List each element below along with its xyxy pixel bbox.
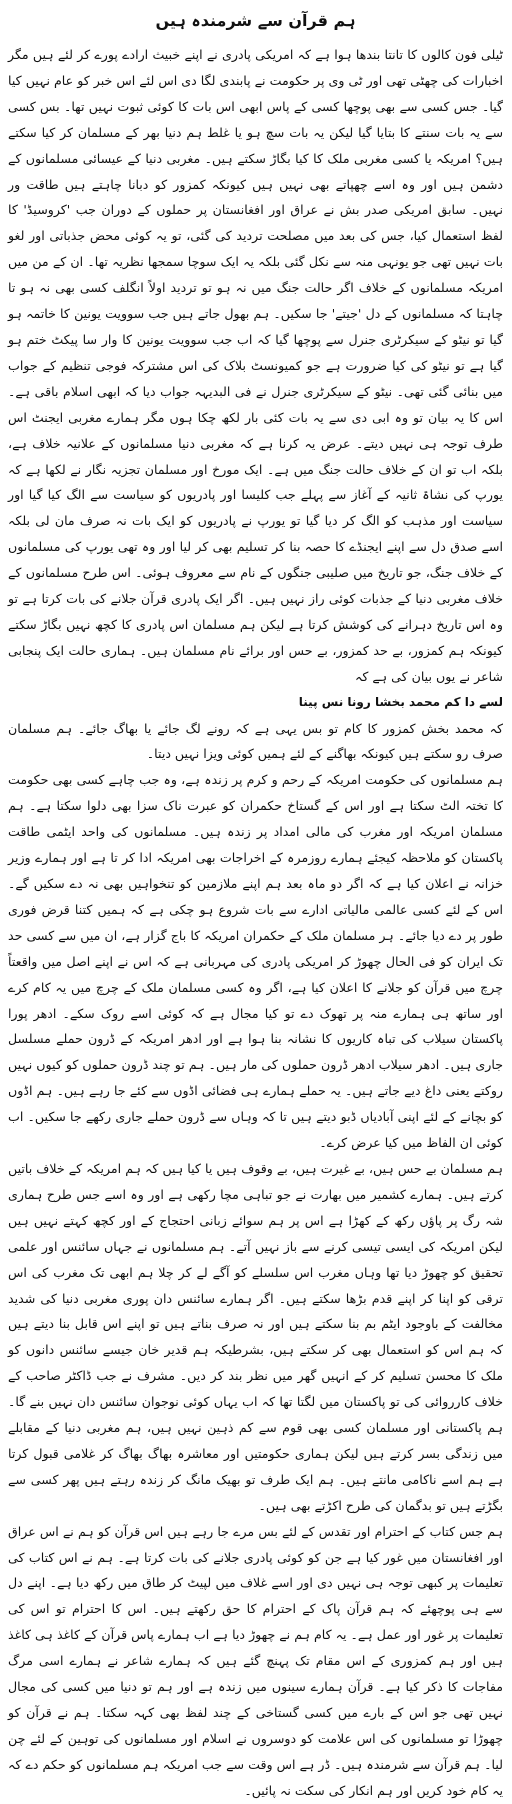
paragraph: ٹیلی فون کالوں کا تانتا بندھا ہوا ہے کہ امریکی پادری نے اپنے خبیث ارادے پورے کر لئے ہیں مگر اخبارات کی چھٹی تھی اور ٹی وی پر حکومت نے پابندی لگا دی اس لئے اس خبر کو عام نہیں کیا گیا۔ جس کسی سے بھی پوچھا کسی کے پاس ابھی اس بات کا کوئی ثبوت نہیں تھا۔ بس کسی سے یہ بات سنتے کا بتایا گیا لیکن یہ بات سچ ہو یا غلط ہم دنیا بھر کے مسلمان کر کیا سکتے ہیں؟ امریکہ یا کسی مغربی ملک کا کیا بگاڑ سکتے ہیں۔ مغربی دنیا کے عیسائی مسلمانوں کے دشمن ہیں اور وہ اسے چھپاتے بھی نہیں ہیں کیونکہ کمزور کو دبانا چاہتے ہیں طاقت ور نہیں۔ سابق امریکی صدر بش نے عراق اور افغانستان پر حملوں کے دوران جب 'کروسیڈ' کا لفظ استعمال کیا، جس کی بعد میں مصلحت تردید کی گئی، تو یہ کوئی محض جذباتی اور لغو بات نہیں تھی جو یونہی منہ سے نکل گئی بلکہ یہ ایک سوچا سمجھا نظریہ تھا۔ ان کے من میں امریکہ مسلمانوں کے خلاف اگر حالت جنگ میں نہ ہو تو تردید اولاً انگلف کسی بھی نہ ہو تا چاہتا کہ مسلمانوں کے دل 'جیتے' جا سکیں۔ ہم بھول جاتے ہیں جب سوویت یونین کا خاتمہ ہو گیا تو نیٹو کے سیکرٹری جنرل سے پوچھا گیا کہ اب جب سوویت یونین کا وار سا پیکٹ ختم ہو گیا ہے تو نیٹو کی کیا ضرورت ہے جو کمیونسٹ بلاک کی اس مشترکہ فوجی تنظیم کے جواب میں بنائی گئی تھی۔ نیٹو کے سیکرٹری جنرل نے فی البدیہہ جواب دیا کہ ابھی اسلام باقی ہے۔ اس کا یہ بیان تو وہ ابی دی سے یہ بات کئی بار لکھ چکا ہوں مگر ہمارے مغربی ایجنٹ اس طرف توجہ ہی نہیں دیتے۔ عرض یہ کرنا ہے کہ مغربی دنیا مسلمانوں کے علانیہ خلاف ہے، بلکہ اب تو ان کے خلاف حالت جنگ میں ہے۔ ایک مورخ اور مسلمان تجزیہ نگار نے لکھا ہے کہ یورپ کی نشاۃ ثانیہ کے آغاز سے پہلے جب کلیسا اور پادریوں کو سیاست سے الگ کیا گیا اور سیاست اور مذہب کو الگ کر دیا گیا تو یورپ نے پادریوں کو ایک بات نہ صرف مان لی بلکہ اسے صدق دل سے اپنے ایجنڈے کا حصہ بنا کر تسلیم بھی کر لیا اور وہ تھی یورپ کی مسلمانوں کے خلاف جنگ، جو تاریخ میں صلیبی جنگوں کے نام سے معروف ہوئی۔ اس طرح مسلمانوں کے خلاف مغربی دنیا کے جذبات کوئی راز نہیں ہیں۔ اگر ایک پادری قرآن جلانے کی بات کرتا ہے تو وہ اس تاریخ دہرانے کی کوشش کرتا ہے لیکن ہم مسلمان اس پادری کا کچھ نہیں بگاڑ سکتے کیونکہ ہم کمزور، بے حد کمزور، بے حس اور برائے نام مسلمان ہیں۔ ہماری حالت ایک پنجابی شاعر نے یوں بیان کی ہے کہ — [8, 47, 503, 684]
paragraph: ہم مسلمانوں کی حکومت امریکہ کے رحم و کرم پر زندہ ہے، وہ جب چاہے کسی بھی حکومت کا تختہ الٹ سکتا ہے اور اس کے گستاخ حکمران کو عبرت ناک سزا بھی دلوا سکتا ہے۔ ہم مسلمان امریکہ اور مغرب کی مالی امداد پر زندہ ہیں۔ مسلمانوں کی واحد ایٹمی طاقت پاکستان کو ملاحظہ کیجئے ہمارے روزمرہ کے اخراجات بھی امریکہ ادا کر تا ہے اور ہمارے وزیر خزانہ نے اعلان کیا ہے کہ اگر دو ماہ بعد ہم اپنے ملازمین کو تنخواہیں بھی نہ دے سکیں گے۔ اس کے لئے کسی عالمی مالیاتی ادارے سے بات شروع ہو چکی ہے کہ ہمیں کتنا قرض فوری طور پر دے دیا جائے۔ ہر مسلمان ملک کے حکمران امریکہ کا باج گزار ہے، ان میں سے کسی حد تک ایران کو فی الحال چھوڑ کر امریکی پادری کی مہربانی ہے کہ اس نے اپنے اصل میں واقعتاً چرچ میں قرآن کو جلانے کا اعلان کیا ہے، اگر وہ کسی مسلمان ملک کے چرچ میں یہ کام کرے اور ساتھ ہی ہمارے منہ پر تھوک دے تو کیا مجال ہے کہ کوئی اسے روک سکے۔ ادھر پورا پاکستان سیلاب کی تباہ کاریوں کا نشانہ بنا ہوا ہے اور ادھر امریکہ کے ڈرون حملے مسلسل جاری ہیں۔ ادھر سیلاب ادھر ڈرون حملوں کی مار ہیں۔ ہم تو چند ڈرون حملوں کو کیوں نہیں روکتے یعنی داغ دیے جاتے ہیں۔ یہ حملے ہمارے ہی فضائی اڈوں سے کئے جا رہے ہیں۔ ہم اڈوں کو بچانے کے لئے اپنی آبادیاں ڈبو دیتے ہیں تا کہ وہاں سے ڈرون حملے جاری رکھے جا سکیں۔ اب کوئی ان الفاظ میں کیا عرض کرے۔ — [8, 772, 503, 1151]
paragraph: ہم جس کتاب کے احترام اور تقدس کے لئے بس مرے جا رہے ہیں اس قرآن کو ہم نے اس عراق اور افغانستان میں غور کیا ہے جن کو کوئی پادری جلانے کی بات کرتا ہے۔ ہم نے اس کتاب کی تعلیمات پر کبھی توجہ ہی نہیں دی اور اسے غلاف میں لپیٹ کر طاق میں رکھ دیا ہے۔ اپنے دل سے ہی پوچھئے کہ ہم قرآن پاک کے احترام کا حق رکھتے ہیں۔ اس کا احترام تو اس کی تعلیمات پر غور اور عمل ہے۔ یہ کام ہم نے چھوڑ دیا ہے اب ہمارے پاس قرآن کے کاغذ ہی کاغذ ہیں اور ہم کمزوری کے اس مقام تک پہنچ گئے ہیں کہ ہمارے شاعر نے ہمارے اسی مرگ مفاجات کا ذکر کیا ہے۔ قرآن ہمارے سینوں میں زندہ ہے اور ہم تو دنیا میں کسی کی مجال نہیں تھی جو اس کے بارے میں کسی گستاخی کے چند لفظ بھی کہہ سکتا۔ ہم نے قرآن کو چھوڑا تو مسلمانوں کی اس علامت کو دوسروں نے اسلام اور مسلمانوں کی توہین کے لئے چن لیا۔ ہم قرآن سے شرمندہ ہیں۔ ڈر ہے اس وقت سے جب امریکہ ہم مسلمانوں کو حکم دے کہ یہ کام خود کریں اور ہم انکار کی سکت نہ پائیں۔ — [8, 1523, 503, 1798]
paragraph: ہم مسلمان بے حس ہیں، بے غیرت ہیں، بے وقوف ہیں یا کیا ہیں کہ ہم امریکہ کے خلاف باتیں کرتے ہیں۔ ہمارے کشمیر میں بھارت نے جو تباہی مچا رکھی ہے اور وہ اسے جس طرح ہماری شہ رگ پر پاؤں رکھ کے کھڑا ہے اس پر ہم سوائے زبانی احتجاج کے اور کچھ کہتے نہیں ہیں لیکن امریکہ کی ایسی تیسی کرنے سے باز نہیں آتے۔ ہم مسلمانوں نے جہاں سائنس اور علمی تحقیق کو چھوڑ دیا تھا وہاں مغرب اس سلسلے کو آگے لے کر چلا ہم ابھی تک مغرب کی اس ترقی کو اپنا کر اپنے قدم بڑھا سکتے ہیں۔ اگر ہمارے سائنس دان پوری مغربی دنیا کی شدید مخالفت کے باوجود ایٹم بم بنا سکتے ہیں اور نہ صرف بناتے ہیں تو اپنے اس قابل بنا دیتے ہیں کہ ہم اس کو استعمال بھی کر سکتے ہیں، بشرطیکہ ہم قدیر خان جیسے سائنس دانوں کو ملک کا محسن تسلیم کر کے انہیں گھر میں نظر بند کر دیں۔ مشرف نے جب ڈاکٹر صاحب کے خلاف کارروائی کی تو پاکستان میں لگتا تھا کہ اب یہاں کوئی نوجوان سائنس دان نہیں بنے گا۔ ہم پاکستانی اور مسلمان کسی بھی قوم سے کم ذہین نہیں ہیں، ہم مغربی دنیا کے مقابلے میں زندگی بسر کرتے ہیں لیکن ہماری حکومتیں اور معاشرہ بھاگ بھاگ کر غلامی قبول کرتا ہے ہم اسے ناکامی مانتے ہیں۔ ہم ایک طرف تو بھیک مانگ کر زندہ رہتے ہیں پھر کسی سے بگڑتے ہیں تو بدگمان کی طرح اکڑتے بھی ہیں۔ — [8, 1160, 503, 1513]
column-headline: ہم قرآن سے شرمندہ ہیں — [155, 11, 356, 30]
column-body — [8, 42, 503, 1804]
poetry-line: لسے دا کم محمد بخشا رونا نس پینا — [298, 694, 503, 709]
paragraph: کہ محمد بخش کمزور کا کام تو بس یہی ہے کہ رونے لگ جائے یا بھاگ جائے۔ ہم مسلمان صرف رو سکتے ہیں کیونکہ بھاگنے کے لئے ہمیں کوئی ویزا نہیں دیتا۔ — [8, 720, 503, 762]
